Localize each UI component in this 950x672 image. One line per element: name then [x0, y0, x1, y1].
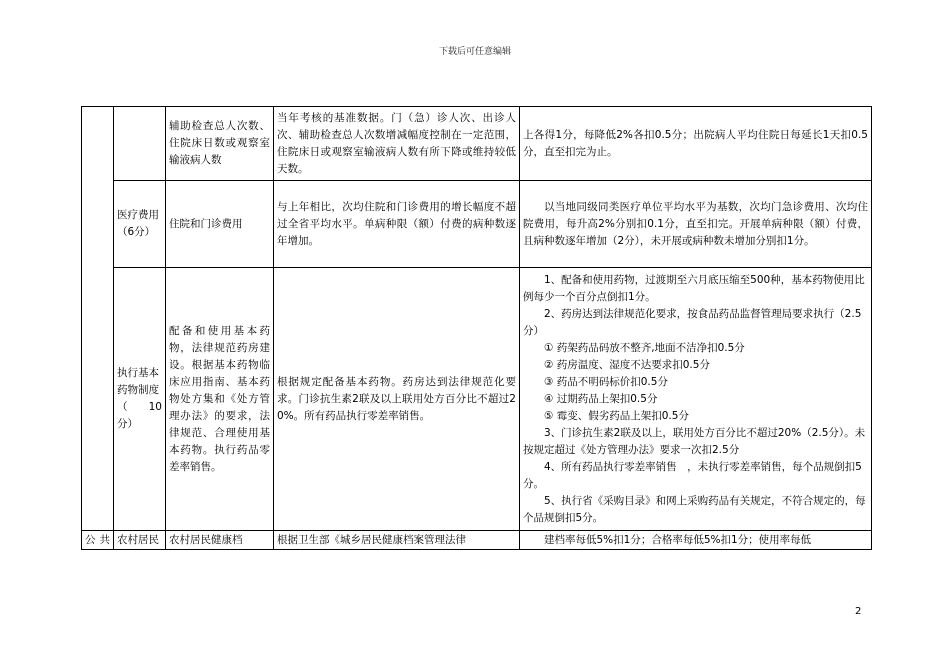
category-cell-blank: [114, 107, 166, 181]
category-line: 执行基本药物制度: [117, 367, 159, 396]
scoring-cell: 上各得1分，每降低2%各扣0.5分；出院病人平均住院日每延长1天扣0.5分，直至扣完为止。: [520, 107, 872, 181]
assessment-table: [81, 106, 872, 550]
standard-cell: 当年考核的基准数据。门（急）诊人次、出诊人次、辅助检查总人次数增减幅度控制在一定范围，住院床日或观察室输液病人数有所下降或维持较低天数。: [274, 107, 520, 181]
category-cell: [114, 268, 166, 531]
scoring-line-4: 4、所有药品执行零差率销售 ，未执行零差率销售，每个品规倒扣5分。: [523, 460, 862, 490]
standard-cell: 根据卫生部《城乡居民健康档案管理法律: [274, 531, 520, 550]
section-char-2: 共: [99, 534, 110, 546]
section-cell-blank: [82, 107, 114, 531]
header-note: 下载后可任意编辑: [438, 47, 511, 57]
scoring-line-5: 5、执行省《采购目录》和网上采购药品有关规定，不符合规定的，每个品规倒扣5分。: [523, 494, 866, 524]
category-score-line: [117, 399, 162, 416]
item-cell: 农村居民健康档: [166, 531, 274, 550]
section-label: [85, 532, 110, 548]
section-char-1: 公: [85, 534, 96, 546]
scoring-sub-1: ① 药架药品码放不整齐,地面不洁净扣0.5分: [544, 341, 745, 354]
scoring-cell: 建档率每低5%扣1分；合格率每低5%扣1分；使用率每低: [520, 531, 872, 550]
scoring-cell: 以当地同级同类医疗单位平均水平为基数，次均门急诊费用、次均住院费用，每升高2%分别扣0.1分，直至扣完。开展单病种限（额）付费，且病种数逐年增加（2分），未开展或病种数未增加分别扣1分。: [520, 181, 872, 268]
scoring-sub-5: ⑤ 霉变、假劣药品上架扣0.5分: [544, 409, 689, 422]
category-cell: 农村居民: [114, 531, 166, 550]
item-cell: 配备和使用基本药物，法律规范药房建设。根据基本药物临床应用指南、基本药物处方集和《处方管理办法》的要求，法律规范、合理使用基本药物。执行药品零差率销售。: [166, 268, 274, 531]
scoring-line-2: 2、药房达到法律规范化要求，按食品药品监督管理局要求执行（2.5分）: [523, 307, 862, 337]
scoring-cell: [520, 268, 872, 531]
page-number: 2: [855, 606, 862, 617]
scoring-sub-2: ② 药房温度、湿度不达要求扣0.5分: [544, 358, 710, 371]
scoring-sub-4: ④ 过期药品上架扣0.5分: [544, 392, 658, 405]
table-row-public-health: [82, 531, 872, 550]
standard-cell: 与上年相比，次均住院和门诊费用的增长幅度不超过全省平均水平。单病种限（额）付费的病种数逐年增加。: [274, 181, 520, 268]
scoring-line-1: 1、配备和使用药物，过渡期至六月底压缩至500种，基本药物使用比例每少一个百分点倒扣1分。: [523, 273, 865, 303]
scoring-sub-3: ③ 药品不明码标价扣0.5分: [544, 375, 668, 388]
table-row-medical-cost: [82, 181, 872, 268]
category-cell: 医疗费用（6分）: [114, 181, 166, 268]
table-row-essential-drugs: [82, 268, 872, 531]
item-cell: 住院和门诊费用: [166, 181, 274, 268]
section-cell: [82, 531, 114, 550]
category-score-value: 10: [148, 401, 162, 413]
standard-cell: 根据规定配备基本药物。药房达到法律规范化要求。门诊抗生素2联及以上联用处方百分比不超过20%。所有药品执行零差率销售。: [274, 268, 520, 531]
item-cell: 辅助检查总人次数、住院床日数或观察室输液病人数: [166, 107, 274, 181]
category-line-end: 分）: [117, 418, 138, 430]
table-row-auxiliary: [82, 107, 872, 181]
scoring-line-3: 3、门诊抗生素2联及以上，联用处方百分比不超过20%（2.5分）。未按规定超过《处方管理办法》要求一次扣2.5分: [523, 426, 866, 456]
category-paren-open: （: [117, 401, 128, 413]
